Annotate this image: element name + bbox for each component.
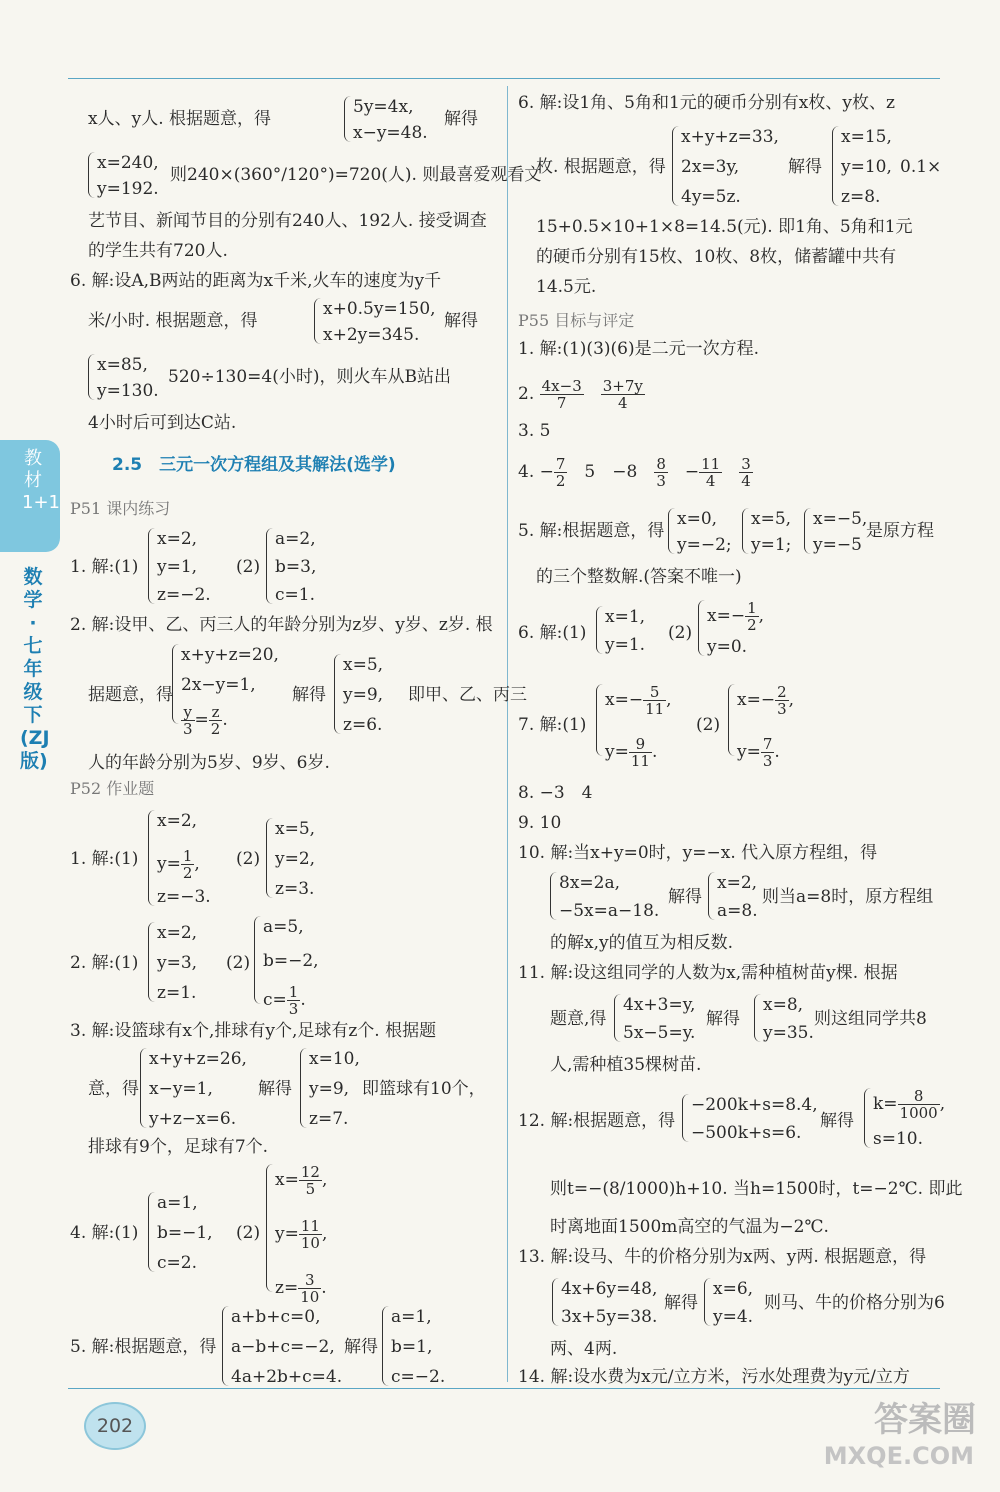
p52-q1: 1. 解:(1) — [70, 849, 139, 869]
system-eq: 8x=2a, — [559, 873, 621, 893]
right-a13: 13. 解:设马、牛的价格分别为x两、y两. 根据题意，得 — [518, 1247, 927, 1267]
left-line: 4小时后可到达C站. — [88, 413, 237, 433]
system-eq: c=2. — [157, 1253, 197, 1273]
right-a5: 5. 解:根据题意，得 — [518, 521, 665, 541]
numerator: 3 — [298, 1272, 321, 1289]
numerator: 1 — [288, 983, 299, 1001]
p52-q3: 解得 — [258, 1079, 292, 1099]
system-eq: x=85, — [97, 355, 148, 375]
denominator: 5 — [305, 1180, 316, 1198]
p52-q4: (2) — [236, 1223, 261, 1243]
fraction — [209, 704, 223, 737]
right-a11: 解得 — [706, 1009, 740, 1029]
system-eq: k= $\frac{8}{1000}$ , — [873, 1087, 946, 1122]
system-brace — [148, 1192, 155, 1272]
denominator: 2 — [210, 720, 221, 738]
left-line: 的学生共有720人. — [88, 241, 228, 261]
p52-q3: 意，得 — [88, 1079, 139, 1099]
bottom-rule — [68, 1388, 940, 1389]
numerator: 8 — [656, 455, 666, 473]
system-eq: x+y+z=20, — [181, 645, 279, 665]
fraction — [540, 378, 584, 411]
system-eq: y= $\frac{9}{11}$ . — [605, 735, 658, 770]
system-brace — [864, 1088, 871, 1148]
system-brace — [266, 1164, 273, 1292]
system-eq: b=−1, — [157, 1223, 213, 1243]
system-eq: y=10, — [841, 157, 892, 177]
system-eq: y=3, — [157, 953, 198, 973]
p51-q1: (2) — [236, 557, 261, 577]
system-eq: 2x−y=1, — [181, 675, 256, 695]
left-line: 则240×(360°/120°)=720(人). 则最喜爱观看文 — [170, 165, 542, 185]
p51-q2: 2. 解:设甲、乙、丙三人的年龄分别为z岁、y岁、z岁. 根 — [70, 615, 493, 635]
denominator: 2 — [555, 472, 566, 490]
system-brace — [344, 96, 351, 142]
system-eq: z=3. — [275, 879, 315, 899]
system-eq: x=2, — [157, 529, 198, 549]
column-divider — [507, 86, 508, 1382]
denominator: 11 — [645, 700, 665, 718]
p51-q2: 人的年龄分别为5岁、9岁、6岁. — [88, 753, 330, 773]
system-brace — [334, 654, 341, 734]
fraction — [775, 684, 789, 717]
system-brace — [148, 528, 155, 604]
denominator: 11 — [630, 752, 650, 770]
denominator: 7 — [556, 394, 567, 412]
answer-item: 5 — [584, 462, 596, 482]
fraction — [298, 1272, 321, 1305]
top-rule — [68, 78, 940, 79]
system-brace — [88, 152, 95, 198]
p52-q2: 2. 解:(1) — [70, 953, 139, 973]
right-a10: 的解x,y的值互为相反数. — [550, 933, 733, 953]
denominator: 4 — [705, 472, 716, 490]
left-line: 520÷130=4(小时)，则火车从B站出 — [168, 367, 451, 387]
right-a3: 3. 5 — [518, 421, 551, 441]
right-q6: 的硬币分别有15枚、10枚、8枚，储蓄罐中共有 — [536, 247, 897, 267]
system-eq: x=0, — [677, 509, 718, 529]
numerator: 1 — [747, 599, 757, 617]
right-a10: 解得 — [668, 887, 702, 907]
right-a6: (2) — [668, 623, 693, 643]
system-eq: y= $\frac{7}{3}$ . — [737, 735, 780, 770]
right-a9: 9. 10 — [518, 813, 562, 833]
system-eq: 2x=3y, — [681, 157, 740, 177]
right-a7: (2) — [696, 715, 721, 735]
system-eq: y= $\frac{1}{2}$ , — [157, 847, 200, 882]
system-eq: y=35. — [763, 1023, 814, 1043]
right-a2: 2. $\frac{4x-3}{7}$ $\frac{3+7y}{4}$ — [518, 377, 643, 412]
system-eq: s=10. — [873, 1129, 924, 1149]
right-a7: 7. 解:(1) — [518, 715, 587, 735]
left-line: 艺节目、新闻节目的分别有240人、192人. 接受调查 — [88, 211, 487, 231]
system-eq: a=8. — [717, 901, 758, 921]
numerator: 2 — [777, 683, 787, 701]
system-brace — [804, 508, 811, 554]
system-eq: y=−5 — [813, 535, 862, 555]
system-eq: a=5, — [263, 917, 304, 937]
system-brace — [266, 818, 273, 898]
system-brace — [708, 872, 715, 920]
numerator: 5 — [643, 684, 666, 701]
system-eq: x=240, — [97, 153, 159, 173]
p51-q2: 据题意，得 — [88, 685, 173, 705]
system-brace — [552, 1278, 559, 1326]
p52-q1: (2) — [236, 849, 261, 869]
right-a10: 则当a=8时，原方程组 — [762, 887, 934, 907]
right-a5: 的三个整数解.(答案不唯一) — [536, 567, 742, 587]
numerator: 12 — [300, 1163, 320, 1181]
answer-item — [739, 455, 753, 490]
numerator: 8 — [898, 1088, 940, 1105]
right-q6: 15+0.5×10+1×8=14.5(元). 即1角、5角和1元 — [536, 217, 913, 237]
system-eq: a+b+c=0, — [231, 1307, 321, 1327]
p52-heading: P52 作业题 — [70, 779, 155, 798]
system-eq: y=9, — [309, 1079, 350, 1099]
watermark-url: MXQE.COM — [823, 1442, 974, 1470]
p55-heading: P55 目标与评定 — [518, 311, 635, 330]
p51-q1: 1. 解:(1) — [70, 557, 139, 577]
system-eq: x−y=48. — [353, 123, 428, 143]
system-eq: x=5, — [343, 655, 384, 675]
system-eq: x=5, — [275, 819, 316, 839]
system-eq: z=7. — [309, 1109, 349, 1129]
system-eq: y+z−x=6. — [149, 1109, 237, 1129]
right-a6: 6. 解:(1) — [518, 623, 587, 643]
numerator: 11 — [300, 1217, 320, 1235]
right-a14: 14. 解:设水费为x元/立方米，污水处理费为y元/立方 — [518, 1367, 910, 1387]
right-a12: 时离地面1500m高空的气温为−2℃. — [550, 1217, 829, 1237]
system-eq: b=3, — [275, 557, 317, 577]
p52-q3: 即篮球有10个， — [362, 1079, 486, 1099]
system-brace — [172, 644, 179, 724]
answer-item: − $\frac{7}{2}$ — [539, 455, 566, 490]
system-eq: y=1, — [157, 557, 198, 577]
denominator: 10 — [300, 1288, 320, 1306]
system-eq: x=−5, — [813, 509, 868, 529]
system-eq: −500k+s=6. — [691, 1123, 802, 1143]
system-eq: −5x=a−18. — [559, 901, 660, 921]
numerator: 9 — [629, 736, 652, 753]
system-brace — [222, 1306, 229, 1386]
numerator: 11 — [701, 455, 721, 473]
right-a12: 12. 解:根据题意，得 — [518, 1111, 676, 1131]
system-eq: c=−2. — [391, 1367, 446, 1387]
fraction — [745, 600, 759, 633]
fraction — [898, 1088, 940, 1121]
system-eq: b=−2, — [263, 951, 319, 971]
right-a1: 1. 解:(1)(3)(6)是二元一次方程. — [518, 339, 759, 359]
system-eq: y=1; — [751, 535, 792, 555]
section-title: 2.5 三元一次方程组及其解法(选学) — [112, 455, 396, 475]
page-number: 202 — [84, 1402, 146, 1450]
system-eq: c=1. — [275, 585, 315, 605]
fraction — [287, 984, 301, 1017]
numerator: 4x−3 — [541, 377, 582, 395]
system-eq: z= $\frac{3}{10}$ . — [275, 1271, 327, 1306]
system-brace — [754, 994, 761, 1042]
answer-item: − $\frac{11}{4}$ — [684, 455, 721, 490]
numerator: 3 — [741, 455, 751, 473]
system-brace — [550, 872, 557, 920]
system-eq: x+0.5y=150, — [323, 299, 436, 319]
numerator: 1 — [182, 847, 193, 865]
system-eq: x= $\frac{12}{5}$ , — [275, 1163, 328, 1198]
right-q6: 6. 解:设1角、5角和1元的硬币分别有x枚、y枚、z — [518, 93, 895, 113]
fraction — [629, 736, 652, 769]
system-eq: x−y=1, — [149, 1079, 213, 1099]
right-a13: 则马、牛的价格分别为6 — [764, 1293, 945, 1313]
system-brace — [254, 916, 261, 1004]
system-eq: y=−2; — [677, 535, 732, 555]
left-line: x人、y人. 根据题意，得 — [88, 109, 271, 129]
system-eq: x+y+z=33, — [681, 127, 779, 147]
system-eq: y=192. — [97, 179, 159, 199]
system-eq: y= $\frac{11}{10}$ , — [275, 1217, 328, 1252]
system-eq: y=130. — [97, 381, 159, 401]
system-brace — [140, 1048, 147, 1128]
right-a8: 8. −3 4 — [518, 783, 593, 803]
system-brace — [314, 298, 321, 344]
system-eq: a−b+c=−2, — [231, 1337, 335, 1357]
system-eq: y=9, — [343, 685, 384, 705]
system-brace — [614, 994, 621, 1042]
system-eq: 5x−5=y. — [623, 1023, 696, 1043]
system-eq: a=1, — [391, 1307, 432, 1327]
system-eq: b=1, — [391, 1337, 433, 1357]
right-a11: 题意,得 — [550, 1009, 607, 1029]
fraction — [181, 704, 195, 737]
right-q6: 14.5元. — [536, 277, 597, 297]
left-line: 解得 — [444, 311, 478, 331]
fraction — [554, 456, 568, 489]
right-a10: 10. 解:当x+y=0时，y=−x. 代入原方程组，得 — [518, 843, 878, 863]
system-brace — [148, 810, 155, 906]
system-brace — [704, 1278, 711, 1326]
numerator: 7 — [555, 455, 566, 473]
denominator: 3 — [656, 472, 666, 490]
system-eq: y=2, — [275, 849, 316, 869]
system-eq: 5y=4x, — [353, 97, 414, 117]
p51-q2: 解得 — [292, 685, 326, 705]
p52-q3: 排球有9个，足球有7个. — [88, 1137, 269, 1157]
denominator: 3 — [183, 720, 193, 738]
system-brace — [148, 922, 155, 1002]
system-brace — [742, 508, 749, 554]
system-brace — [300, 1048, 307, 1128]
right-a12: 解得 — [820, 1111, 854, 1131]
system-brace — [832, 126, 839, 206]
system-brace — [596, 684, 603, 756]
system-eq: x=2, — [157, 923, 198, 943]
system-brace — [88, 354, 95, 400]
system-brace — [682, 1094, 689, 1142]
system-eq: x=− $\frac{5}{11}$ , — [605, 683, 672, 718]
system-eq: x=− $\frac{2}{3}$ , — [737, 683, 795, 718]
left-line: 6. 解:设A,B两站的距离为x千米,火车的速度为y千 — [70, 271, 442, 291]
numerator: 7 — [762, 735, 773, 753]
right-q6: 枚. 根据题意，得 — [536, 157, 666, 177]
system-eq: x=10, — [309, 1049, 360, 1069]
numerator: z — [209, 704, 223, 721]
system-brace — [672, 126, 679, 206]
system-eq: x=5, — [751, 509, 792, 529]
p52-q5: 5. 解:根据题意，得 — [70, 1337, 217, 1357]
denominator: 4 — [618, 394, 628, 412]
denominator: 3 — [777, 700, 787, 718]
watermark-logo: 答案圈 — [874, 1400, 976, 1440]
p52-q3: 3. 解:设篮球有x个,排球有y个,足球有z个. 根据题 — [70, 1021, 437, 1041]
fraction — [299, 1164, 322, 1197]
system-eq: c= $\frac{1}{3}$ . — [263, 983, 306, 1018]
numerator: 3+7y — [602, 377, 643, 395]
denominator: 10 — [300, 1234, 320, 1252]
left-line: 米/小时. 根据题意，得 — [88, 311, 258, 331]
system-eq: x=15, — [841, 127, 892, 147]
right-a12: 则t=−(8/1000)h+10. 当h=1500时，t=−2℃. 即此 — [550, 1179, 963, 1199]
system-eq: 3x+5y=38. — [561, 1307, 658, 1327]
denominator: 2 — [182, 864, 193, 882]
right-a11: 则这组同学共8 — [814, 1009, 927, 1029]
system-eq: x+y+z=26, — [149, 1049, 247, 1069]
system-brace — [668, 508, 675, 554]
answer-item: −8 — [612, 462, 638, 482]
system-eq: z=−2. — [157, 585, 211, 605]
right-q6: 0.1× — [900, 157, 942, 177]
right-a13: 解得 — [664, 1293, 698, 1313]
system-eq: z=1. — [157, 983, 197, 1003]
system-eq: 4y=5z. — [681, 187, 741, 207]
system-eq: z=6. — [343, 715, 383, 735]
system-eq: y=1. — [605, 635, 646, 655]
system-eq: z=8. — [841, 187, 881, 207]
system-eq: x=6, — [713, 1279, 754, 1299]
answer-item — [654, 455, 668, 490]
system-eq: x=− $\frac{1}{2}$ , — [707, 599, 765, 634]
system-brace — [728, 684, 735, 756]
system-eq: 4a+2b+c=4. — [231, 1367, 343, 1387]
right-a11: 11. 解:设这组同学的人数为x,需种植树苗y棵. 根据 — [518, 963, 898, 983]
right-a4: 4. − $\frac{7}{2}$ 5 −8 $\frac{8}{3}$ − $\frac{11}{4}$ $\frac{3}{4}$ — [518, 455, 751, 490]
system-eq: 4x+6y=48, — [561, 1279, 658, 1299]
system-eq: a=1, — [157, 1193, 198, 1213]
denominator: 4 — [741, 472, 751, 490]
p52-q5: 解得 — [344, 1337, 378, 1357]
system-brace — [266, 528, 273, 604]
fraction — [699, 456, 722, 489]
right-a5: 是原方程 — [866, 521, 934, 541]
system-brace — [382, 1306, 389, 1386]
side-tab-label: 教材1+1 — [22, 448, 60, 513]
system-eq: x=2, — [717, 873, 758, 893]
fraction — [601, 378, 645, 411]
denominator: 3 — [288, 1000, 299, 1018]
p51-heading: P51 课内练习 — [70, 499, 171, 518]
left-line: 解得 — [444, 109, 478, 129]
system-eq: y=0. — [707, 637, 748, 657]
fraction — [181, 848, 195, 881]
fraction — [654, 456, 668, 489]
fraction — [299, 1218, 322, 1251]
system-eq: 4x+3=y, — [623, 995, 696, 1015]
denominator: 3 — [762, 752, 773, 770]
side-title: 数学·七年级下(ZJ版) — [20, 566, 50, 772]
right-a13: 两、4两. — [550, 1339, 618, 1359]
system-eq: z=−3. — [157, 887, 211, 907]
system-eq: x=1, — [605, 607, 646, 627]
system-eq: x=2, — [157, 811, 198, 831]
system-eq: −200k+s=8.4, — [691, 1095, 818, 1115]
system-eq: $\frac{y}{3}$ = $\frac{z}{2}$ . — [183, 703, 228, 738]
system-brace — [698, 600, 705, 656]
p52-q4: 4. 解:(1) — [70, 1223, 139, 1243]
system-eq: y=4. — [713, 1307, 754, 1327]
p51-q2: 即甲、乙、丙三 — [408, 685, 527, 705]
fraction — [643, 684, 666, 717]
right-a11: 人,需种植35棵树苗. — [550, 1055, 702, 1075]
system-eq: x=8, — [763, 995, 804, 1015]
system-eq: a=2, — [275, 529, 316, 549]
right-q6: 解得 — [788, 157, 822, 177]
system-eq: x+2y=345. — [323, 325, 420, 345]
numerator: y — [181, 704, 195, 721]
p52-q2: (2) — [226, 953, 251, 973]
fraction — [761, 736, 775, 769]
fraction — [739, 456, 753, 489]
denominator: 1000 — [899, 1104, 938, 1122]
denominator: 2 — [747, 616, 757, 634]
system-brace — [596, 606, 603, 654]
